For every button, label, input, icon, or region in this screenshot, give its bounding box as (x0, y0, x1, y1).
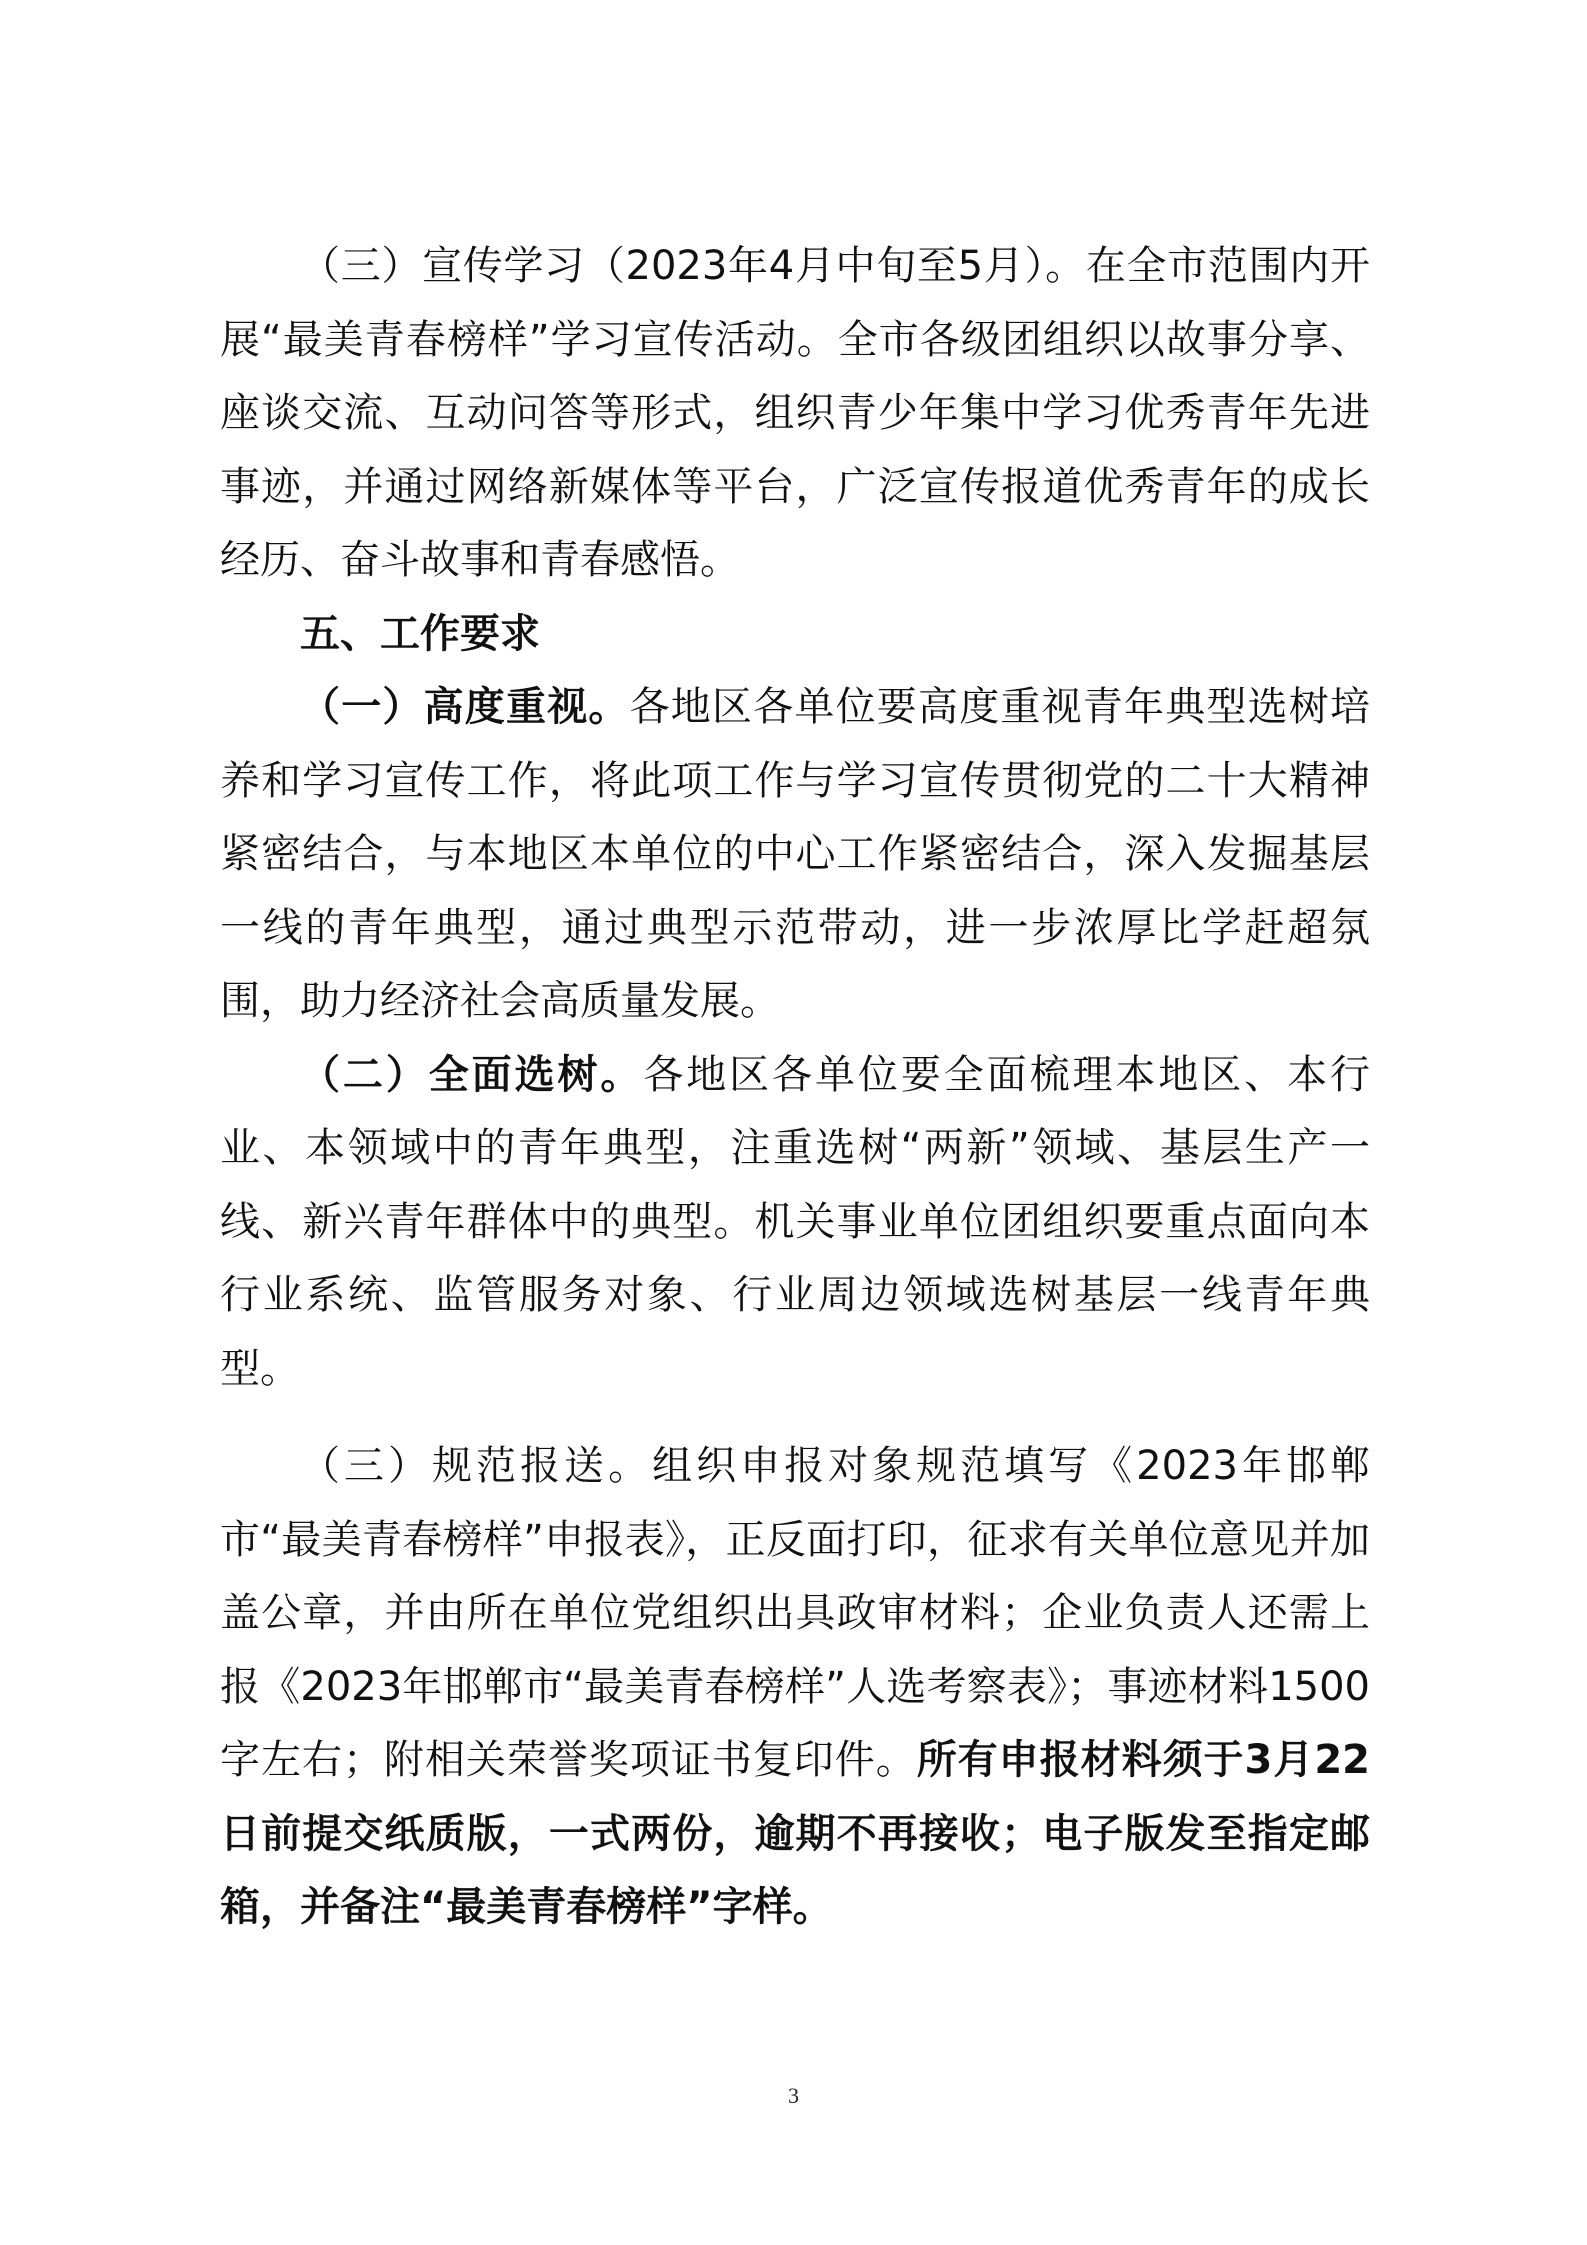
paragraph-high-attention (220, 671, 1370, 1039)
paragraph-lead-high-attention: （一）高度重视。 (300, 684, 630, 730)
paragraph-propaganda-study: （三）宣传学习（2023年4月中旬至5月）。在全市范围内开展“最美青春榜样”学习宣传活动。全市各级团组织以故事分享、座谈交流、互动问答等形式，组织青少年集中学习优秀青年先进事迹，并通过网络新媒体等平台，广泛宣传报道优秀青年的成长经历、奋斗故事和青春感悟。 (220, 243, 1370, 583)
paragraph-text-standard-submission: 组织申报对象规范填写《2023年邯郸市“最美青春榜样”申报表》，正反面打印，征求有关单位意见并加盖公章，并由所在单位党组织出具政审材料；企业负责人还需上报《2023年邯郸市“最美青春榜样”人选考察表》；事迹材料1500字左右；附相关荣誉奖项证书复印件。 (220, 1443, 1371, 1783)
paragraph-comprehensive-selection (220, 1039, 1370, 1407)
paragraph-text-high-attention: 各地区各单位要高度重视青年典型选树培养和学习宣传工作，将此项工作与学习宣传贯彻党的二十大精神紧密结合，与本地区本单位的中心工作紧密结合，深入发掘基层一线的青年典型，通过典型示范带动，进一步浓厚比学赶超氛围，助力经济社会高质量发展。 (220, 684, 1371, 1024)
page-number: 3 (788, 2083, 799, 2108)
paragraph-text-comprehensive-selection: 各地区各单位要全面梳理本地区、本行业、本领域中的青年典型，注重选树“两新”领域、基层生产一线、新兴青年群体中的典型。机关事业单位团组织要重点面向本行业系统、监管服务对象、行业周边领域选树基层一线青年典型。 (220, 1051, 1371, 1392)
paragraph-deadline-notice: 所有申报材料须于3月22日前提交纸质版，一式两份，逾期不再接收；电子版发至指定邮箱，并备注“最美青春榜样”字样。 (220, 1737, 1370, 1930)
paragraph-lead-comprehensive-selection: （二）全面选树。 (300, 1051, 644, 1098)
paragraph-standard-submission (220, 1430, 1370, 1945)
document-body (220, 230, 1370, 1945)
section-heading-requirements: 五、工作要求 (300, 610, 540, 657)
paragraph-lead-standard-submission: （三）规范报送。 (300, 1443, 653, 1489)
